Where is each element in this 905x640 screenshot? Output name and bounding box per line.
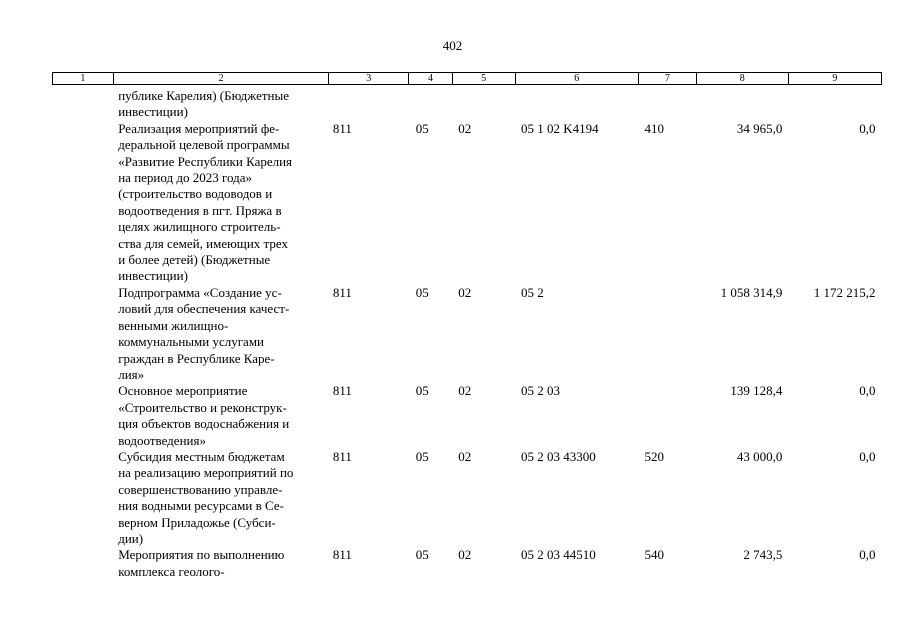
table-row (53, 547, 882, 580)
table-row (53, 121, 882, 285)
item-name-cell (113, 383, 329, 449)
item-name-line: Подпрограмма «Создание ус- (118, 284, 282, 300)
amount-2-cell: 0,0 (859, 547, 876, 563)
budget-table (52, 72, 882, 580)
item-name-line: на реализацию мероприятий по (118, 465, 294, 481)
amount-1-cell: 2 743,5 (743, 547, 783, 563)
amount-2-cell: 0,0 (859, 448, 876, 464)
section-cell: 05 (415, 448, 429, 464)
item-name-line: публике Карелия) (Бюджетные (118, 88, 289, 103)
amount-1-cell: 139 128,4 (730, 383, 783, 399)
table-row (53, 285, 882, 383)
admin-code-cell: 811 (332, 547, 352, 563)
admin-code-cell: 811 (332, 284, 352, 300)
item-name-line: инвестиции) (118, 104, 188, 120)
amount-2-cell (788, 85, 881, 121)
amount-1-cell (696, 85, 788, 121)
column-header-6: 6 (515, 73, 638, 85)
item-name-line: целях жилищного строитель- (118, 219, 281, 235)
item-name-line: ства для семей, имеющих трех (118, 235, 288, 251)
section-cell: 05 (415, 547, 429, 563)
row-index-cell (53, 449, 114, 547)
item-name-line: инвестиции) (118, 268, 188, 284)
expense-type-cell: 540 (644, 547, 665, 563)
item-name-line: Основное мероприятие (118, 383, 248, 399)
column-number-header (53, 73, 882, 85)
column-header-3: 3 (329, 73, 409, 85)
expense-type-cell (639, 85, 697, 121)
row-index-cell (53, 285, 114, 383)
item-name-cell (113, 285, 329, 383)
amount-1-cell: 1 058 314,9 (720, 284, 783, 300)
subsection-cell (452, 85, 515, 121)
admin-code-cell (329, 85, 409, 121)
subsection-cell: 02 (458, 448, 472, 464)
expense-type-cell (639, 383, 697, 449)
item-name-line: ция объектов водоснабжения и (118, 416, 290, 432)
item-name-line: на период до 2023 года» (118, 170, 253, 186)
column-header-9: 9 (788, 73, 881, 85)
subsection-cell: 02 (458, 120, 472, 136)
item-name-cell (113, 85, 329, 121)
amount-1-cell: 34 965,0 (736, 120, 783, 136)
admin-code-cell: 811 (332, 383, 352, 399)
section-cell: 05 (415, 120, 429, 136)
item-name-cell (113, 547, 329, 580)
section-cell: 05 (415, 284, 429, 300)
amount-2-cell: 1 172 215,2 (813, 284, 876, 300)
item-name-line: комплекса геолого- (118, 563, 225, 579)
target-article-cell: 05 2 03 43300 (521, 448, 596, 464)
item-name-line: деральной целевой программы (118, 137, 290, 153)
item-name-line: ловий для обеспечения качест- (118, 301, 290, 317)
admin-code-cell: 811 (332, 120, 352, 136)
table-row (53, 85, 882, 121)
item-name-line: лия» (118, 366, 145, 382)
item-name-line: венными жилищно- (118, 317, 229, 333)
item-name-line: водоотведения» (118, 432, 206, 448)
column-header-1: 1 (53, 73, 114, 85)
section-cell: 05 (415, 383, 429, 399)
amount-2-cell: 0,0 (859, 383, 876, 399)
page-number: 402 (442, 38, 463, 53)
row-index-cell (53, 121, 114, 285)
target-article-cell: 05 2 03 44510 (521, 547, 596, 563)
target-article-cell: 05 2 (521, 284, 544, 300)
item-name-line: водоотведения в пгт. Пряжа в (118, 202, 282, 218)
target-article-cell: 05 2 03 (521, 383, 561, 399)
target-article-cell (515, 85, 638, 121)
subsection-cell: 02 (458, 383, 472, 399)
item-name-cell (113, 121, 329, 285)
item-name-line: совершенствованию управле- (118, 481, 283, 497)
expense-type-cell (639, 285, 697, 383)
item-name-line: дии) (118, 530, 144, 546)
item-name-line: «Строительство и реконструк- (118, 399, 287, 415)
item-name-line: коммунальными услугами (118, 334, 265, 350)
amount-2-cell: 0,0 (859, 120, 876, 136)
table-row (53, 383, 882, 449)
column-header-2: 2 (113, 73, 329, 85)
item-name-line: Субсидия местным бюджетам (118, 448, 285, 464)
row-index-cell (53, 85, 114, 121)
item-name-line: граждан в Республике Каре- (118, 350, 275, 366)
column-header-8: 8 (696, 73, 788, 85)
item-name-line: Мероприятия по выполнению (118, 547, 285, 563)
item-name-line: Реализация мероприятий фе- (118, 120, 280, 136)
item-name-line: «Развитие Республики Карелия (118, 153, 293, 169)
item-name-cell (113, 449, 329, 547)
table-row (53, 449, 882, 547)
column-header-4: 4 (409, 73, 453, 85)
expense-type-cell: 520 (644, 448, 665, 464)
admin-code-cell: 811 (332, 448, 352, 464)
target-article-cell: 05 1 02 K4194 (521, 120, 599, 136)
subsection-cell: 02 (458, 547, 472, 563)
row-index-cell (53, 383, 114, 449)
item-name-line: ния водными ресурсами в Се- (118, 498, 284, 514)
subsection-cell: 02 (458, 284, 472, 300)
section-cell (409, 85, 453, 121)
row-index-cell (53, 547, 114, 580)
column-header-7: 7 (639, 73, 697, 85)
item-name-line: и более детей) (Бюджетные (118, 252, 271, 268)
item-name-line: (строительство водоводов и (118, 186, 273, 202)
item-name-line: верном Приладожье (Субси- (118, 514, 276, 530)
column-header-5: 5 (452, 73, 515, 85)
expense-type-cell: 410 (644, 120, 665, 136)
amount-1-cell: 43 000,0 (736, 448, 783, 464)
